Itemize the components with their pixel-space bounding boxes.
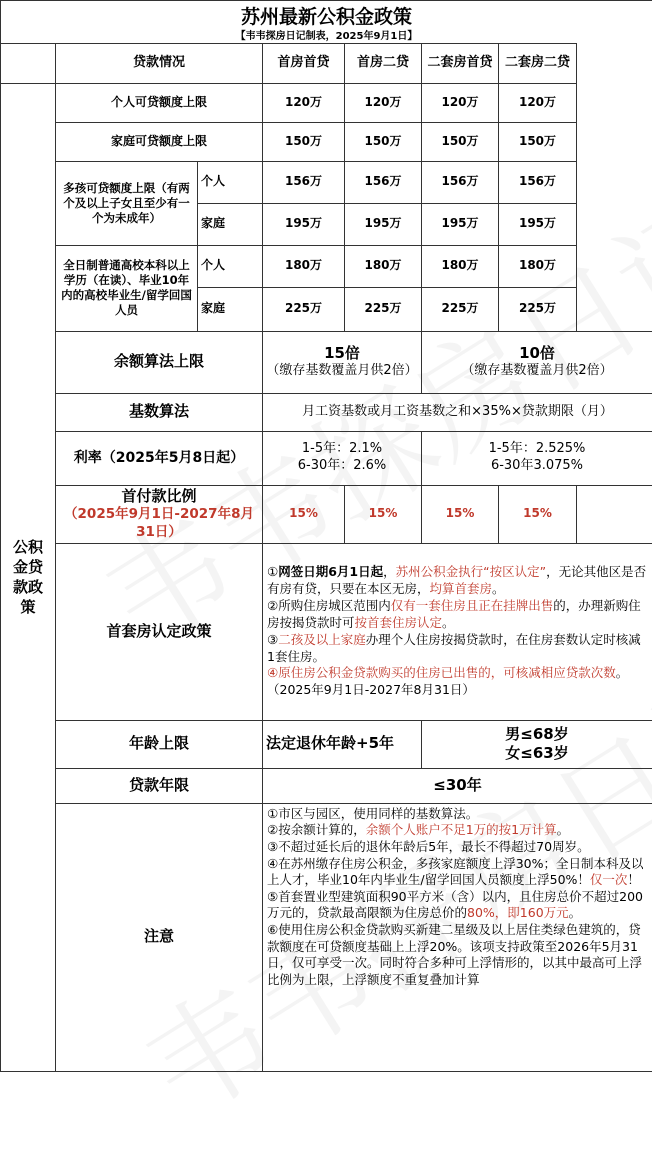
note-highlight: 80%，即160万元 [467,905,569,920]
age-value: 法定退休年龄+5年 [263,720,422,768]
multichild-personal-value: 156万 [422,161,499,203]
balance-first [263,331,422,393]
note-text: 。 [557,822,570,837]
policy-text: 的，办理新购住房按揭贷款时可 [267,598,641,630]
down-payment-label [56,485,263,543]
rate-first [263,431,422,485]
graduate-label: 全日制普通高校本科以上学历（在读）、毕业10年内的高校毕业生/留学回国人员 [56,245,198,331]
balance-second [422,331,652,393]
header-loan-situation: 贷款情况 [56,43,263,83]
graduate-personal-value: 180万 [422,245,499,287]
graduate-family-value: 225万 [499,287,577,331]
graduate-personal-value: 180万 [263,245,345,287]
down-payment-value: 15% [499,485,577,543]
balance-first-sub: （缴存基数覆盖月供2倍） [266,363,418,380]
policy-text: ① [267,564,278,579]
family-limit-label: 家庭可贷额度上限 [56,122,263,161]
multichild-family-value: 195万 [422,203,499,245]
balance-first-main: 15倍 [266,344,418,364]
down-payment-period: （2025年9月1日-2027年8月31日） [59,506,259,541]
family-limit-value: 150万 [499,122,577,161]
notes-content [263,803,652,1071]
balance-second-sub: （缴存基数覆盖月供2倍） [425,363,649,380]
policy-highlight: 均算首套房 [430,581,493,596]
header-col-1: 首房首贷 [263,43,345,83]
policy-text: ③ [267,632,278,647]
personal-limit-label: 个人可贷额度上限 [56,83,263,122]
multichild-label: 多孩可贷额度上限（有两个及以上子女且至少有一个为未成年） [56,161,198,245]
header-col-3: 二套房首贷 [422,43,499,83]
note-item: ①市区与园区，使用同样的基数算法。 [267,806,648,823]
multichild-personal-value: 156万 [263,161,345,203]
note-highlight: 仅一次 [590,872,628,887]
graduate-family-value: 225万 [263,287,345,331]
personal-limit-value: 120万 [422,83,499,122]
base-value: 月工资基数或月工资基数之和×35%×贷款期限（月） [263,393,652,431]
policy-text: 网签日期6月1日起 [278,564,383,579]
side-label: 公积金贷款政策 [1,83,56,1071]
header-col-4: 二套房二贷 [499,43,577,83]
note-text: ④在苏州缴存住房公积金，多孩家庭额度上浮30%；全日制本科及以上人才，毕业10年内毕业生/留学回国人员额度上浮50%！ [267,856,644,888]
down-payment-title: 首付款比例 [59,487,259,507]
rate-first-line: 1-5年：2.1% [266,441,418,458]
header-col-2: 首房二贷 [345,43,422,83]
policy-text: 。 [442,615,455,630]
age-female: 女≤63岁 [425,744,649,764]
down-payment-value: 15% [422,485,499,543]
policy-text: ，无论其他区是否有房有贷，只要在本区无房， [267,564,646,596]
note-text: 。 [569,905,582,920]
personal-limit-value: 120万 [499,83,577,122]
note-item: ③不超过延长后的退休年龄后5年，最长不得超过70周岁。 [267,839,648,856]
note-item: ⑥使用住房公积金贷款购买新建二星级及以上居住类绿色建筑的，贷款额度在可贷额度基础上上浮20%。该项支持政策至2026年5月31日，仅可享受一次。同时符合多种可上浮情形的，以其中最高可上浮比例为上限，上浮额度不重复叠加计算 [267,922,648,989]
age-label: 年龄上限 [56,720,263,768]
notes-label: 注意 [56,803,263,1071]
page-title: 苏州最新公积金政策 [4,5,649,30]
multichild-family-value: 195万 [345,203,422,245]
policy-highlight: 仅有一套住房且正在挂牌出售 [391,598,554,613]
balance-second-main: 10倍 [425,344,649,364]
graduate-personal-value: 180万 [345,245,422,287]
policy-text: 。 [492,581,505,596]
term-value: ≤30年 [263,768,652,803]
note-text: ！ [627,872,640,887]
multichild-family-value: 195万 [499,203,577,245]
personal-limit-value: 120万 [345,83,422,122]
subtitle: 【韦韦探房日记制表，2025年9月1日】 [4,30,649,43]
personal-limit-value: 120万 [263,83,345,122]
down-payment-value: 15% [263,485,345,543]
policy-text: ②所购住房城区范围内 [267,598,391,613]
note-text: ⑤首套置业型建筑面积90平方米（含）以内，且住房总价不超过200万元的，贷款最高限额为住房总价的 [267,889,643,921]
rate-first-line: 6-30年：2.6% [266,458,418,475]
graduate-personal-label: 个人 [198,245,263,287]
multichild-family-value: 195万 [263,203,345,245]
family-limit-value: 150万 [345,122,422,161]
policy-text: 。（2025年9月1日-2027年8月31日） [267,665,628,697]
note-highlight: 余额个人账户不足1万的按1万计算 [366,822,557,837]
family-limit-value: 150万 [263,122,345,161]
rate-second [422,431,652,485]
down-payment-value: 15% [345,485,422,543]
multichild-personal-value: 156万 [499,161,577,203]
multichild-personal-label: 个人 [198,161,263,203]
graduate-family-label: 家庭 [198,287,263,331]
base-label: 基数算法 [56,393,263,431]
age-gender [422,720,652,768]
multichild-family-label: 家庭 [198,203,263,245]
term-label: 贷款年限 [56,768,263,803]
first-home-policy [263,543,652,720]
policy-highlight: 苏州公积金执行“按区认定” [396,564,546,579]
rate-second-line: 6-30年3.075% [425,458,649,475]
graduate-family-value: 225万 [345,287,422,331]
balance-label: 余额算法上限 [56,331,263,393]
graduate-family-value: 225万 [422,287,499,331]
first-home-label: 首套房认定政策 [56,543,263,720]
rate-label: 利率（2025年5月8日起） [56,431,263,485]
rate-second-line: 1-5年：2.525% [425,441,649,458]
graduate-personal-value: 180万 [499,245,577,287]
family-limit-value: 150万 [422,122,499,161]
policy-highlight: 二孩及以上家庭 [278,632,366,647]
policy-text: ， [383,564,396,579]
multichild-personal-value: 156万 [345,161,422,203]
policy-text: 办理个人住房按揭贷款时，在住房套数认定时核减1套住房。 [267,632,641,664]
policy-highlight: 按首套住房认定 [355,615,443,630]
age-male: 男≤68岁 [425,725,649,745]
policy-highlight: ④原住房公积金贷款购买的住房已出售的，可核减相应贷款次数 [267,665,616,680]
note-text: ②按余额计算的， [267,822,366,837]
